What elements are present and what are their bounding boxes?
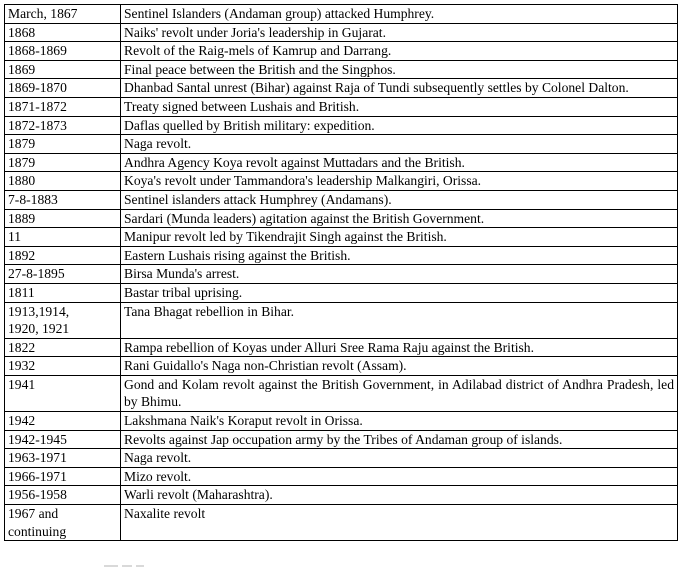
event-cell: Bastar tribal uprising.: [121, 283, 678, 302]
date-cell: 1942-1945: [5, 430, 121, 449]
event-cell: Rani Guidallo's Naga non-Christian revolt (Assam).: [121, 357, 678, 376]
table-row: [5, 209, 678, 228]
event-cell: Andhra Agency Koya revolt against Muttadars and the British.: [121, 153, 678, 172]
event-cell: Warli revolt (Maharashtra).: [121, 486, 678, 505]
date-cell: 1956-1958: [5, 486, 121, 505]
event-cell: Gond and Kolam revolt against the British Government, in Adilabad district of Andhra Pradesh, led by Bhimu.: [121, 375, 678, 411]
event-cell: Mizo revolt.: [121, 467, 678, 486]
table-row: [5, 357, 678, 376]
date-cell: 1963-1971: [5, 449, 121, 468]
date-cell: March, 1867: [5, 5, 121, 24]
table-row: [5, 412, 678, 431]
event-cell: Dhanbad Santal unrest (Bihar) against Raja of Tundi subsequently settles by Colonel Dalton.: [121, 79, 678, 98]
date-cell: 1868: [5, 23, 121, 42]
event-cell: Revolts against Jap occupation army by the Tribes of Andaman group of islands.: [121, 430, 678, 449]
table-row: [5, 5, 678, 24]
date-cell: 1869: [5, 60, 121, 79]
date-cell: 27-8-1895: [5, 265, 121, 284]
event-cell: Sentinel islanders attack Humphrey (Andamans).: [121, 190, 678, 209]
table-row: [5, 228, 678, 247]
date-cell: 1941: [5, 375, 121, 411]
table-row: [5, 430, 678, 449]
table-body: [5, 5, 678, 541]
event-cell: Treaty signed between Lushais and British.: [121, 97, 678, 116]
table-row: [5, 190, 678, 209]
date-cell: 1879: [5, 153, 121, 172]
table-row: [5, 283, 678, 302]
event-cell: Tana Bhagat rebellion in Bihar.: [121, 302, 678, 338]
date-cell: 1942: [5, 412, 121, 431]
event-cell: Birsa Munda's arrest.: [121, 265, 678, 284]
table-row: [5, 375, 678, 411]
date-cell: 1892: [5, 246, 121, 265]
table-row: [5, 60, 678, 79]
date-cell: 1868-1869: [5, 42, 121, 61]
date-cell: 1811: [5, 283, 121, 302]
table-row: [5, 153, 678, 172]
table-row: [5, 265, 678, 284]
table-row: [5, 302, 678, 338]
scan-artifact: [100, 562, 160, 568]
date-cell: 1872-1873: [5, 116, 121, 135]
date-cell: 1869-1870: [5, 79, 121, 98]
event-cell: Manipur revolt led by Tikendrajit Singh against the British.: [121, 228, 678, 247]
event-cell: Koya's revolt under Tammandora's leadership Malkangiri, Orissa.: [121, 172, 678, 191]
table-row: [5, 42, 678, 61]
date-cell: 1967 and continuing: [5, 505, 121, 541]
date-cell: 1880: [5, 172, 121, 191]
event-cell: Daflas quelled by British military: expedition.: [121, 116, 678, 135]
table-row: [5, 172, 678, 191]
table-row: [5, 23, 678, 42]
date-cell: 1913,1914, 1920, 1921: [5, 302, 121, 338]
date-cell: 1966-1971: [5, 467, 121, 486]
date-cell: 1879: [5, 135, 121, 154]
table-row: [5, 97, 678, 116]
table-row: [5, 79, 678, 98]
date-cell: 11: [5, 228, 121, 247]
date-cell: 1889: [5, 209, 121, 228]
date-cell: 1932: [5, 357, 121, 376]
event-cell: Sentinel Islanders (Andaman group) attacked Humphrey.: [121, 5, 678, 24]
date-cell: 1822: [5, 338, 121, 357]
table-row: [5, 338, 678, 357]
event-cell: Lakshmana Naik's Koraput revolt in Orissa.: [121, 412, 678, 431]
event-cell: Naxalite revolt: [121, 505, 678, 541]
event-cell: Rampa rebellion of Koyas under Alluri Sree Rama Raju against the British.: [121, 338, 678, 357]
event-cell: Naga revolt.: [121, 135, 678, 154]
table-row: [5, 135, 678, 154]
table-row: [5, 116, 678, 135]
event-cell: Eastern Lushais rising against the British.: [121, 246, 678, 265]
table-row: [5, 449, 678, 468]
table-row: [5, 246, 678, 265]
event-cell: Final peace between the British and the Singphos.: [121, 60, 678, 79]
event-cell: Revolt of the Raig-mels of Kamrup and Darrang.: [121, 42, 678, 61]
table-row: [5, 505, 678, 541]
tribal-revolts-table: [4, 4, 678, 541]
date-cell: 7-8-1883: [5, 190, 121, 209]
table-row: [5, 467, 678, 486]
event-cell: Naiks' revolt under Joria's leadership in Gujarat.: [121, 23, 678, 42]
date-cell: 1871-1872: [5, 97, 121, 116]
table-row: [5, 486, 678, 505]
event-cell: Sardari (Munda leaders) agitation against the British Government.: [121, 209, 678, 228]
event-cell: Naga revolt.: [121, 449, 678, 468]
